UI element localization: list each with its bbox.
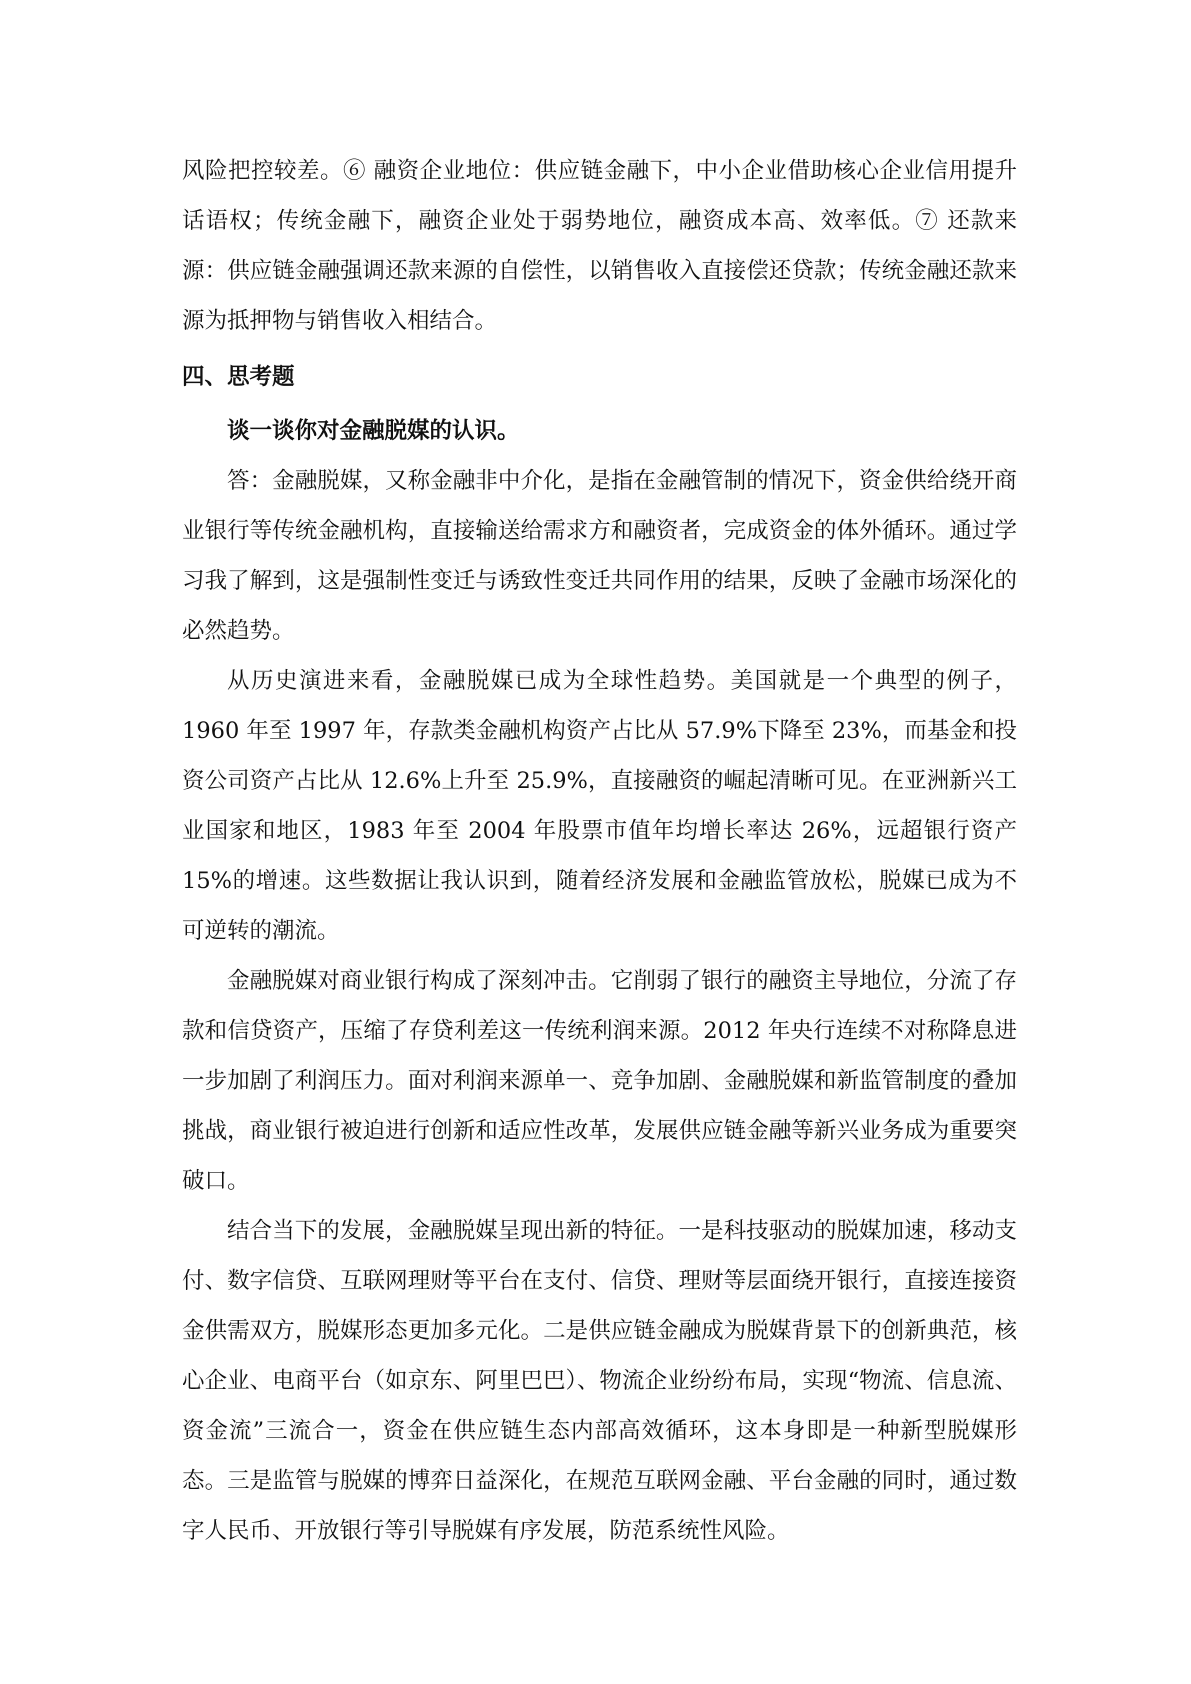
document-body xyxy=(182,146,1017,1556)
question-title: 谈一谈你对金融脱媒的认识。 xyxy=(227,418,520,444)
answer-paragraph-3: 金融脱媒对商业银行构成了深刻冲击。它削弱了银行的融资主导地位，分流了存款和信贷资产，压缩了存贷利差这一传统利润来源。2012 年央行连续不对称降息进一步加剧了利润压力。面对利润来源单一、竞争加剧、金融脱媒和新监管制度的叠加挑战，商业银行被迫进行创新和适应性改革，发展供应链金融等新兴业务成为重要突破口。 xyxy=(182,968,1017,1194)
intro-paragraph: 风险把控较差。⑥ 融资企业地位：供应链金融下，中小企业借助核心企业信用提升话语权；传统金融下，融资企业处于弱势地位，融资成本高、效率低。⑦ 还款来源：供应链金融强调还款来源的自偿性，以销售收入直接偿还贷款；传统金融还款来源为抵押物与销售收入相结合。 xyxy=(182,158,1017,334)
answer-paragraph-1: 答：金融脱媒，又称金融非中介化，是指在金融管制的情况下，资金供给绕开商业银行等传统金融机构，直接输送给需求方和融资者，完成资金的体外循环。通过学习我了解到，这是强制性变迁与诱致性变迁共同作用的结果，反映了金融市场深化的必然趋势。 xyxy=(182,468,1017,644)
section-heading: 四、思考题 xyxy=(182,364,295,390)
answer-paragraph-4: 结合当下的发展，金融脱媒呈现出新的特征。一是科技驱动的脱媒加速，移动支付、数字信贷、互联网理财等平台在支付、信贷、理财等层面绕开银行，直接连接资金供需双方，脱媒形态更加多元化。二是供应链金融成为脱媒背景下的创新典范，核心企业、电商平台（如京东、阿里巴巴）、物流企业纷纷布局，实现“物流、信息流、资金流”三流合一，资金在供应链生态内部高效循环，这本身即是一种新型脱媒形态。三是监管与脱媒的博弈日益深化，在规范互联网金融、平台金融的同时，通过数字人民币、开放银行等引导脱媒有序发展，防范系统性风险。 xyxy=(182,1218,1017,1544)
answer-paragraph-2: 从历史演进来看，金融脱媒已成为全球性趋势。美国就是一个典型的例子，1960 年至 1997 年，存款类金融机构资产占比从 57.9%下降至 23%，而基金和投资公司资产占比从 12.6%上升至 25.9%，直接融资的崛起清晰可见。在亚洲新兴工业国家和地区，1983 年至 2004 年股票市值年均增长率达 26%，远超银行资产 15%的增速。这些数据让我认识到，随着经济发展和金融监管放松，脱媒已成为不可逆转的潮流。 xyxy=(182,668,1017,944)
